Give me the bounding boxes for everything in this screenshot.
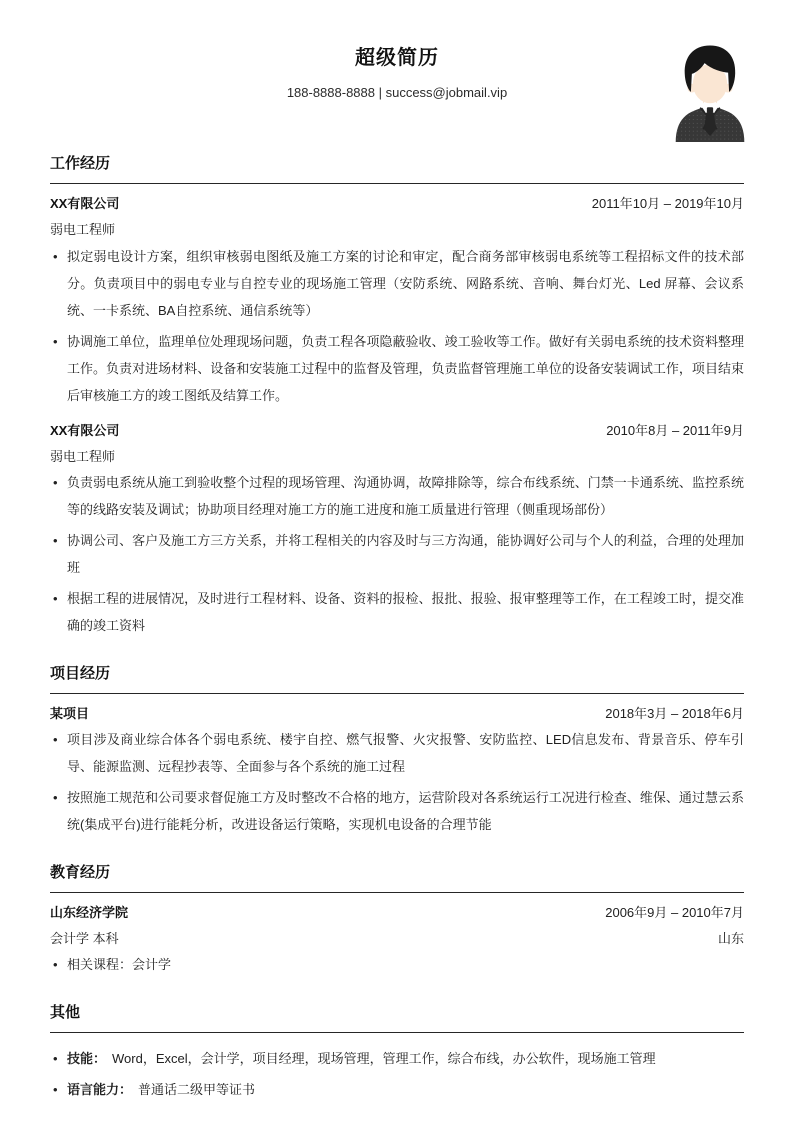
date-range: 2011年10月 – 2019年10月 [591,196,744,211]
bullet-item: • 根据工程的进展情况，及时进行工程材料、设备、资料的报检、报批、报验、报审整理等工作，在工程竣工时，提交准确的竣工资料 [50,585,744,639]
language-text: 普通话二级甲等证书 [138,1082,256,1097]
entry-header [50,706,744,722]
date-range: 2018年3月 – 2018年6月 [605,705,744,721]
education-entry-1 [50,905,744,979]
bullet-item: • 按照施工规范和公司要求督促施工方及时整改不合格的地方，运营阶段对各系统运行工况进行检查、维保、通过慧云系统(集成平台)进行能耗分析，改进设备运行策略，实现机电设备的合理节能 [50,784,744,838]
entry-header [50,905,744,921]
section-title-project: 项目经历 [50,665,744,694]
contact-info: 188-8888-8888 | success@jobmail.vip [286,85,508,100]
bullet-list [50,951,744,978]
project-name: 某项目 [50,705,90,721]
bullet-item: • 拟定弱电设计方案，组织审核弱电图纸及施工方案的讨论和审定，配合商务部审核弱电系统等工程招标文件的技术部分。负责项目中的弱电专业与自控专业的现场施工管理（安防系统、网路系统、音响、舞台灯光、Led 屏幕、会议系统、一卡系统、BA自控系统、通信系统等） [50,243,744,324]
skills-label: 技能： [67,1051,107,1066]
language-label: 语言能力： [67,1082,133,1097]
work-entry-1 [50,196,744,409]
avatar [672,44,748,142]
role-row [50,449,744,465]
other-entry [50,1045,744,1103]
section-project [50,665,744,838]
entry-header [50,423,744,439]
bullet-list [50,243,744,409]
entry-header [50,196,744,212]
language-item [50,1076,744,1103]
major-degree: 会计学 本科 [50,931,119,946]
section-title-education: 教育经历 [50,864,744,893]
avatar-tie-knot [707,107,713,113]
role-title: 弱电工程师 [50,448,116,464]
bullet-item: • 相关课程：会计学 [50,951,744,978]
bullet-list [50,469,744,639]
company-name: XX有限公司 [50,196,120,211]
role-title: 弱电工程师 [50,222,116,238]
resume-header [50,47,744,101]
date-range: 2010年8月 – 2011年9月 [606,422,744,438]
section-other [50,1004,744,1103]
school-location: 山东 [717,931,744,946]
major-row [50,931,744,947]
bullet-item: • 协调施工单位，监理单位处理现场问题，负责工程各项隐蔽验收、竣工验收等工作。做好有关弱电系统的技术资料整理工作。负责对进场材料、设备和安装施工过程中的监督及管理，负责监督管理施工单位的设备安装调试工作，项目结束后审核施工方的竣工图纸及结算工作。 [50,328,744,409]
section-title-other: 其他 [50,1004,744,1033]
section-education [50,864,744,978]
bullet-list [50,1045,744,1103]
bullet-list [50,726,744,838]
bullet-item: • 项目涉及商业综合体各个弱电系统、楼宇自控、燃气报警、火灾报警、安防监控、LED信息发布、背景音乐、停车引导、能源监测、远程抄表等、全面参与各个系统的施工过程 [50,726,744,780]
resume-title: 超级简历 [355,47,439,69]
skills-text: Word，Excel，会计学，项目经理，现场管理，管理工作，综合布线，办公软件，现场施工管理 [112,1051,656,1066]
section-work [50,155,744,639]
bullet-item: • 负责弱电系统从施工到验收整个过程的现场管理、沟通协调，故障排除等，综合布线系统、门禁一卡通系统、监控系统等的线路安装及调试；协助项目经理对施工方的施工进度和施工质量进行管理（侧重现场部份） [50,469,744,523]
school-name: 山东经济学院 [50,904,129,920]
date-range: 2006年9月 – 2010年7月 [605,904,744,920]
work-entry-2 [50,423,744,640]
company-name: XX有限公司 [50,422,120,438]
bullet-item: • 协调公司、客户及施工方三方关系，并将工程相关的内容及时与三方沟通，能协调好公司与个人的利益，合理的处理加班 [50,527,744,581]
skills-item [50,1045,744,1072]
section-title-work: 工作经历 [50,155,744,184]
project-entry-1 [50,706,744,838]
role-row [50,222,744,238]
male-avatar-illustration [672,44,748,142]
